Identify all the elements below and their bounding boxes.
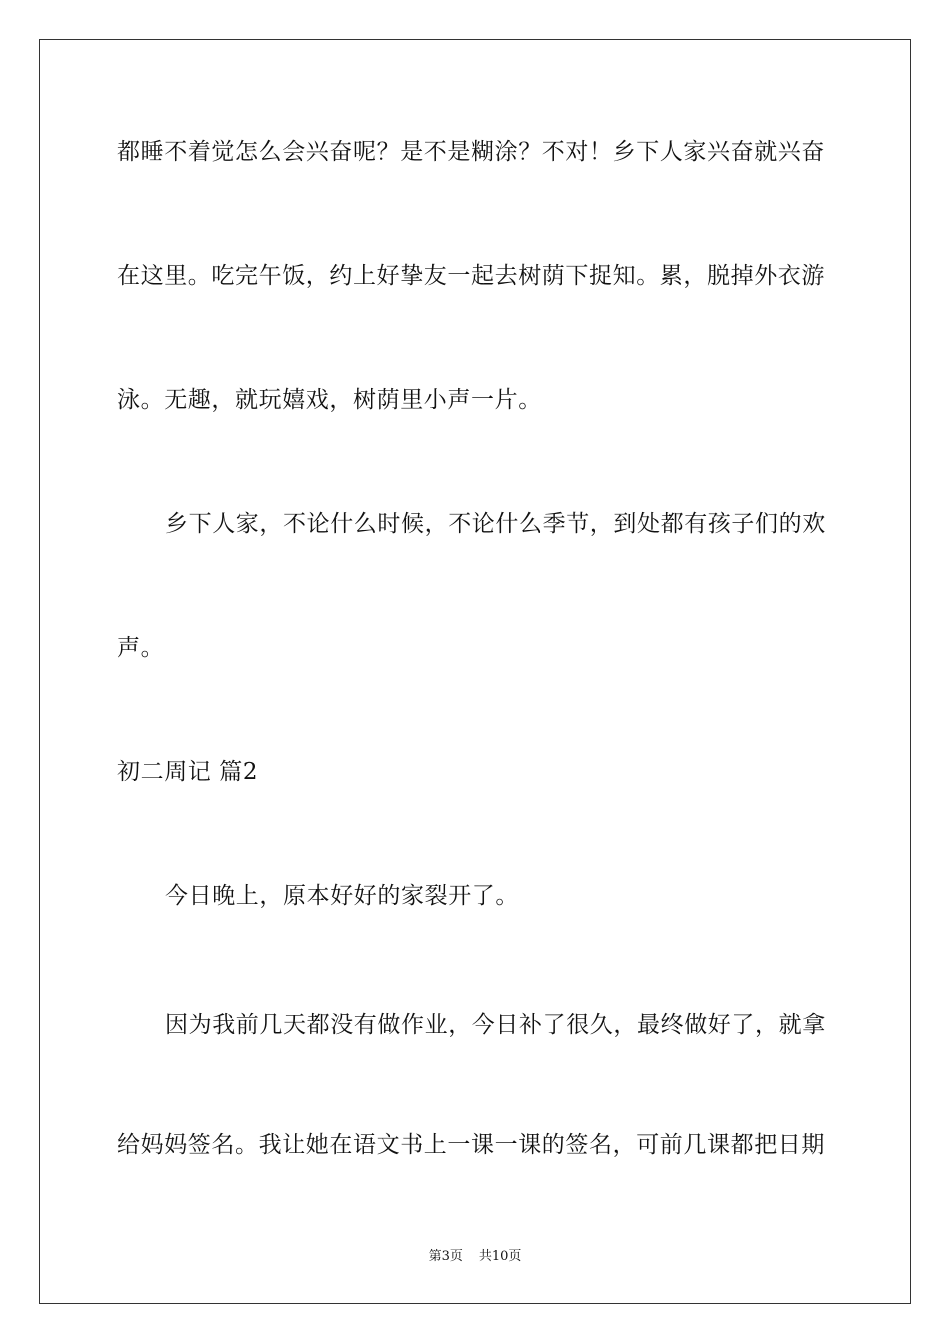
page-total: 共10页: [478, 1249, 522, 1264]
paragraph-line: 在这里。吃完午饭，约上好挚友一起去树荫下捉知。累，脱掉外衣游: [117, 263, 825, 289]
paragraph-line: 声。: [117, 635, 165, 661]
paragraph-line: 乡下人家，不论什么时候，不论什么季节，到处都有孩子们的欢: [165, 511, 826, 537]
paragraph-line: 给妈妈签名。我让她在语文书上一课一课的签名，可前几课都把日期: [117, 1132, 825, 1158]
page-frame: [39, 39, 911, 1304]
paragraph-line: 今日晚上，原本好好的家裂开了。: [165, 883, 519, 909]
section-heading: 初二周记 篇2: [117, 759, 259, 785]
page-number: 第3页: [428, 1249, 463, 1264]
paragraph-line: 泳。无趣，就玩嬉戏，树荫里小声一片。: [117, 387, 542, 413]
page-footer: [0, 1248, 950, 1266]
paragraph-line: 因为我前几天都没有做作业，今日补了很久，最终做好了，就拿: [165, 1012, 826, 1038]
paragraph-line: 都睡不着觉怎么会兴奋呢？是不是糊涂？不对！乡下人家兴奋就兴奋: [117, 139, 825, 165]
